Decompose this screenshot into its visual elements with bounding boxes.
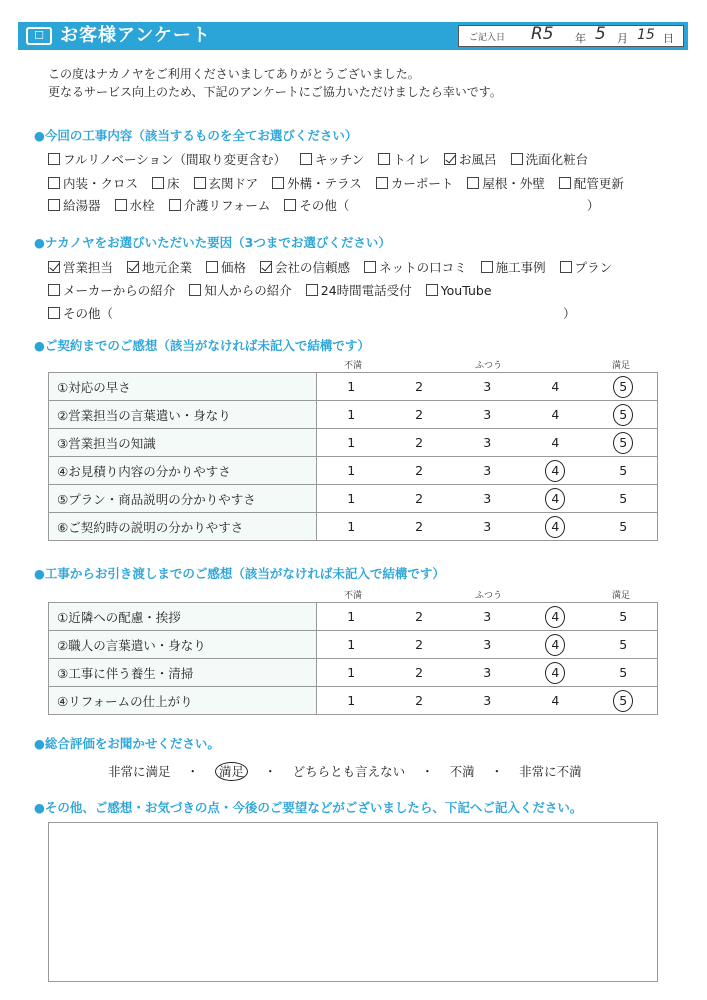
rating-row	[49, 373, 658, 401]
q5-title: ●総合評価をお聞かせください。	[34, 736, 220, 751]
rating-option-4[interactable]: 4	[551, 407, 560, 422]
checkbox[interactable]	[272, 177, 284, 189]
checkbox-label: 介護リフォーム	[183, 198, 271, 213]
checkbox[interactable]	[152, 177, 164, 189]
q3-rating-table	[48, 372, 658, 541]
rating-option-2[interactable]: 2	[415, 693, 424, 708]
overall-option[interactable]: 非常に満足	[108, 764, 171, 779]
rating-option-3[interactable]: 3	[483, 519, 492, 534]
checkbox[interactable]	[206, 261, 218, 273]
checkbox[interactable]	[481, 261, 493, 273]
rating-option-2[interactable]: 2	[415, 519, 424, 534]
page-title: お客様アンケート	[60, 25, 211, 46]
checkbox-label: その他（ ）	[299, 198, 600, 213]
q2-option[interactable]	[189, 281, 292, 299]
rating-item-label: ①対応の早さ	[49, 373, 317, 401]
rating-item-label: ②職人の言葉遣い・身なり	[49, 631, 317, 659]
rating-row	[49, 603, 658, 631]
date-month-value: 5	[595, 24, 606, 44]
checkbox-label: ネットの口コミ	[379, 260, 467, 275]
q6-title: ●その他、ご感想・お気づきの点・今後のご要望などがございましたら、下記へご記入ください。	[34, 800, 583, 815]
rating-option-5[interactable]: 5	[619, 665, 628, 680]
checkbox[interactable]	[378, 153, 390, 165]
checkbox-label: 屋根・外壁	[482, 176, 545, 191]
rating-option-2[interactable]: 2	[415, 637, 424, 652]
checkbox-label: フルリノベーション（間取り変更含む）	[63, 152, 287, 167]
checkbox-label: 外構・テラス	[287, 176, 362, 191]
checkbox-label: メーカーからの紹介	[63, 283, 176, 298]
comment-textarea[interactable]	[48, 822, 658, 982]
checkbox-label: カーポート	[390, 176, 454, 191]
overall-rating-options	[108, 762, 598, 780]
q4-rating-table	[48, 602, 658, 715]
rating-option-2[interactable]: 2	[415, 407, 424, 422]
checkbox-label: YouTube	[440, 282, 492, 298]
checkbox[interactable]	[48, 284, 60, 296]
q1-option[interactable]	[48, 150, 286, 168]
date-day-unit: 日	[663, 32, 674, 45]
checkbox-label: 会社の信頼感	[275, 260, 351, 275]
checkbox[interactable]	[189, 284, 201, 296]
checkbox-label: 給湯器	[63, 198, 101, 213]
rating-option-3[interactable]: 3	[483, 665, 492, 680]
rating-item-label: ②営業担当の言葉遣い・身なり	[49, 401, 317, 429]
overall-option[interactable]: 非常に不満	[519, 764, 582, 779]
rating-option-3[interactable]: 3	[483, 491, 492, 506]
rating-option-3[interactable]: 3	[483, 407, 492, 422]
checkbox[interactable]	[48, 307, 60, 319]
q2-option[interactable]	[48, 258, 113, 276]
q1-row	[48, 174, 638, 192]
checkbox[interactable]	[48, 261, 60, 273]
option-separator: ・	[264, 764, 277, 779]
checkbox[interactable]	[48, 177, 60, 189]
q1-option[interactable]	[48, 196, 101, 214]
checkbox[interactable]	[169, 199, 181, 211]
company-logo-icon: ☐	[26, 27, 52, 45]
rating-option-3[interactable]: 3	[483, 435, 492, 450]
date-month-unit: 月	[617, 32, 628, 45]
rating-option-2[interactable]: 2	[415, 463, 424, 478]
overall-option[interactable]: 満足	[215, 762, 248, 781]
rating-row	[49, 401, 658, 429]
checkbox[interactable]	[511, 153, 523, 165]
checkbox[interactable]	[194, 177, 206, 189]
rating-row	[49, 631, 658, 659]
rating-option-4[interactable]: 4	[545, 662, 565, 684]
rating-option-2[interactable]: 2	[415, 609, 424, 624]
rating-option-2[interactable]: 2	[415, 491, 424, 506]
rating-option-4[interactable]: 4	[545, 634, 565, 656]
checkbox[interactable]	[426, 284, 438, 296]
checkbox-label: キッチン	[315, 152, 365, 167]
rating-item-label: ①近隣への配慮・挨拶	[49, 603, 317, 631]
checkbox[interactable]	[376, 177, 388, 189]
rating-option-3[interactable]: 3	[483, 463, 492, 478]
rating-option-4[interactable]: 4	[551, 435, 560, 450]
rating-option-1[interactable]: 1	[347, 665, 356, 680]
rating-option-1[interactable]: 1	[347, 407, 356, 422]
q1-option[interactable]	[284, 196, 599, 214]
scale-high-label: 満足	[612, 591, 631, 601]
rating-item-label: ③営業担当の知識	[49, 429, 317, 457]
q2-row	[48, 304, 590, 322]
q1-option[interactable]	[467, 174, 545, 192]
checkbox[interactable]	[260, 261, 272, 273]
date-label: ご記入日	[469, 33, 506, 43]
rating-option-1[interactable]: 1	[347, 463, 356, 478]
q1-option[interactable]	[272, 174, 362, 192]
checkbox-label: お風呂	[459, 152, 497, 167]
rating-option-4[interactable]: 4	[545, 488, 565, 510]
rating-option-4[interactable]: 4	[545, 516, 565, 538]
scale-high-label: 満足	[612, 361, 631, 371]
q2-row	[48, 281, 506, 299]
checkbox[interactable]	[306, 284, 318, 296]
q2-option[interactable]	[306, 281, 412, 299]
q2-row	[48, 258, 626, 276]
q1-option[interactable]	[169, 196, 271, 214]
rating-item-label: ④リフォームの仕上がり	[49, 687, 317, 715]
rating-item-label: ⑤プラン・商品説明の分かりやすさ	[49, 485, 317, 513]
rating-option-5[interactable]: 5	[613, 690, 633, 712]
q1-option[interactable]	[378, 150, 430, 168]
checkbox-label: 洗面化粧台	[525, 152, 589, 167]
rating-option-1[interactable]: 1	[347, 637, 356, 652]
scale-low-label: 不満	[344, 591, 363, 601]
q2-option[interactable]	[426, 283, 492, 298]
rating-option-3[interactable]: 3	[483, 693, 492, 708]
q4-title: ●工事からお引き渡しまでのご感想（該当がなければ未記入で結構です）	[34, 566, 445, 581]
checkbox-label: 地元企業	[142, 260, 193, 275]
checkbox-label: 知人からの紹介	[204, 283, 292, 298]
rating-option-5[interactable]: 5	[619, 519, 628, 534]
q2-option[interactable]	[481, 258, 546, 276]
q1-option[interactable]	[48, 174, 138, 192]
rating-item-label: ⑥ご契約時の説明の分かりやすさ	[49, 513, 317, 541]
checkbox[interactable]	[48, 153, 60, 165]
rating-option-2[interactable]: 2	[415, 435, 424, 450]
checkbox[interactable]	[559, 177, 571, 189]
checkbox[interactable]	[115, 199, 127, 211]
rating-option-1[interactable]: 1	[347, 435, 356, 450]
date-field[interactable]	[458, 25, 684, 47]
checkbox-label: 玄関ドア	[208, 176, 259, 191]
checkbox[interactable]	[284, 199, 296, 211]
checkbox-label: トイレ	[393, 152, 431, 167]
overall-option[interactable]: どちらとも言えない	[292, 764, 406, 779]
date-year-unit: 年	[575, 32, 586, 45]
q2-title: ●ナカノヤをお選びいただいた要因（3つまでお選びください）	[34, 235, 391, 250]
rating-option-2[interactable]: 2	[415, 379, 424, 394]
rating-option-4[interactable]: 4	[551, 379, 560, 394]
checkbox-label: プラン	[574, 260, 613, 275]
checkbox-label: 24時間電話受付	[320, 283, 412, 298]
checkbox-label: 価格	[221, 260, 247, 275]
q2-option[interactable]	[48, 304, 576, 322]
q2-option[interactable]	[127, 258, 192, 276]
q1-option[interactable]	[376, 174, 454, 192]
q1-title: ●今回の工事内容（該当するものを全てお選びください）	[34, 128, 358, 143]
rating-row	[49, 687, 658, 715]
rating-option-1[interactable]: 1	[347, 491, 356, 506]
rating-option-3[interactable]: 3	[483, 379, 492, 394]
rating-row	[49, 513, 658, 541]
scale-mid-label: ふつう	[475, 591, 503, 601]
checkbox[interactable]	[444, 153, 456, 165]
checkbox-label: 営業担当	[63, 260, 114, 275]
q1-option[interactable]	[152, 174, 180, 192]
option-separator: ・	[421, 764, 434, 779]
q1-row	[48, 196, 613, 214]
rating-option-5[interactable]: 5	[619, 637, 628, 652]
rating-option-4[interactable]: 4	[545, 460, 565, 482]
checkbox[interactable]	[560, 261, 572, 273]
intro-line-2: 更なるサービス向上のため、下記のアンケートにご協力いただけましたら幸いです。	[48, 85, 502, 99]
rating-row	[49, 457, 658, 485]
checkbox-label: 内装・クロス	[63, 176, 139, 191]
overall-option[interactable]: 不満	[449, 764, 475, 779]
scale-mid-label: ふつう	[475, 361, 503, 371]
checkbox-label: 配管更新	[573, 176, 624, 191]
checkbox-label: その他（ ）	[63, 306, 576, 321]
q1-option[interactable]	[559, 174, 624, 192]
q3-title: ●ご契約までのご感想（該当がなければ未記入で結構です）	[34, 338, 370, 353]
q2-option[interactable]	[560, 258, 613, 276]
option-separator: ・	[490, 764, 504, 779]
rating-item-label: ④お見積り内容の分かりやすさ	[49, 457, 317, 485]
rating-option-5[interactable]: 5	[619, 463, 628, 478]
rating-option-5[interactable]: 5	[613, 432, 633, 454]
rating-option-1[interactable]: 1	[347, 519, 356, 534]
rating-option-5[interactable]: 5	[613, 404, 633, 426]
checkbox-label: 水栓	[129, 198, 155, 213]
checkbox[interactable]	[48, 199, 60, 211]
rating-option-5[interactable]: 5	[619, 491, 628, 506]
checkbox-label: 施工事例	[495, 260, 546, 275]
rating-option-1[interactable]: 1	[347, 379, 356, 394]
q2-option[interactable]	[206, 258, 246, 276]
rating-option-1[interactable]: 1	[347, 609, 356, 624]
rating-row	[49, 429, 658, 457]
option-separator: ・	[186, 764, 200, 779]
q1-row	[48, 150, 602, 168]
rating-option-5[interactable]: 5	[613, 376, 633, 398]
rating-option-4[interactable]: 4	[551, 693, 560, 708]
rating-option-5[interactable]: 5	[619, 609, 628, 624]
rating-option-4[interactable]: 4	[545, 606, 565, 628]
q1-option[interactable]	[194, 174, 259, 192]
q1-option[interactable]	[511, 150, 589, 168]
q2-option[interactable]	[48, 281, 175, 299]
rating-item-label: ③工事に伴う養生・清掃	[49, 659, 317, 687]
q2-option[interactable]	[260, 258, 350, 276]
q1-option[interactable]	[115, 196, 155, 214]
rating-row	[49, 659, 658, 687]
q2-option[interactable]	[364, 258, 467, 276]
checkbox[interactable]	[300, 153, 312, 165]
rating-option-3[interactable]: 3	[483, 637, 492, 652]
checkbox-label: 床	[167, 176, 180, 191]
checkbox[interactable]	[364, 261, 376, 273]
q1-option[interactable]	[300, 150, 364, 168]
rating-row	[49, 485, 658, 513]
q1-option[interactable]	[444, 150, 497, 168]
date-day-value: 15	[637, 27, 655, 43]
checkbox[interactable]	[467, 177, 479, 189]
rating-option-2[interactable]: 2	[415, 665, 424, 680]
scale-low-label: 不満	[344, 361, 363, 371]
date-era-value: R5	[531, 24, 554, 44]
rating-option-3[interactable]: 3	[483, 609, 492, 624]
rating-option-1[interactable]: 1	[347, 693, 356, 708]
checkbox[interactable]	[127, 261, 139, 273]
intro-line-1: この度はナカノヤをご利用くださいましてありがとうございました。	[48, 67, 420, 81]
